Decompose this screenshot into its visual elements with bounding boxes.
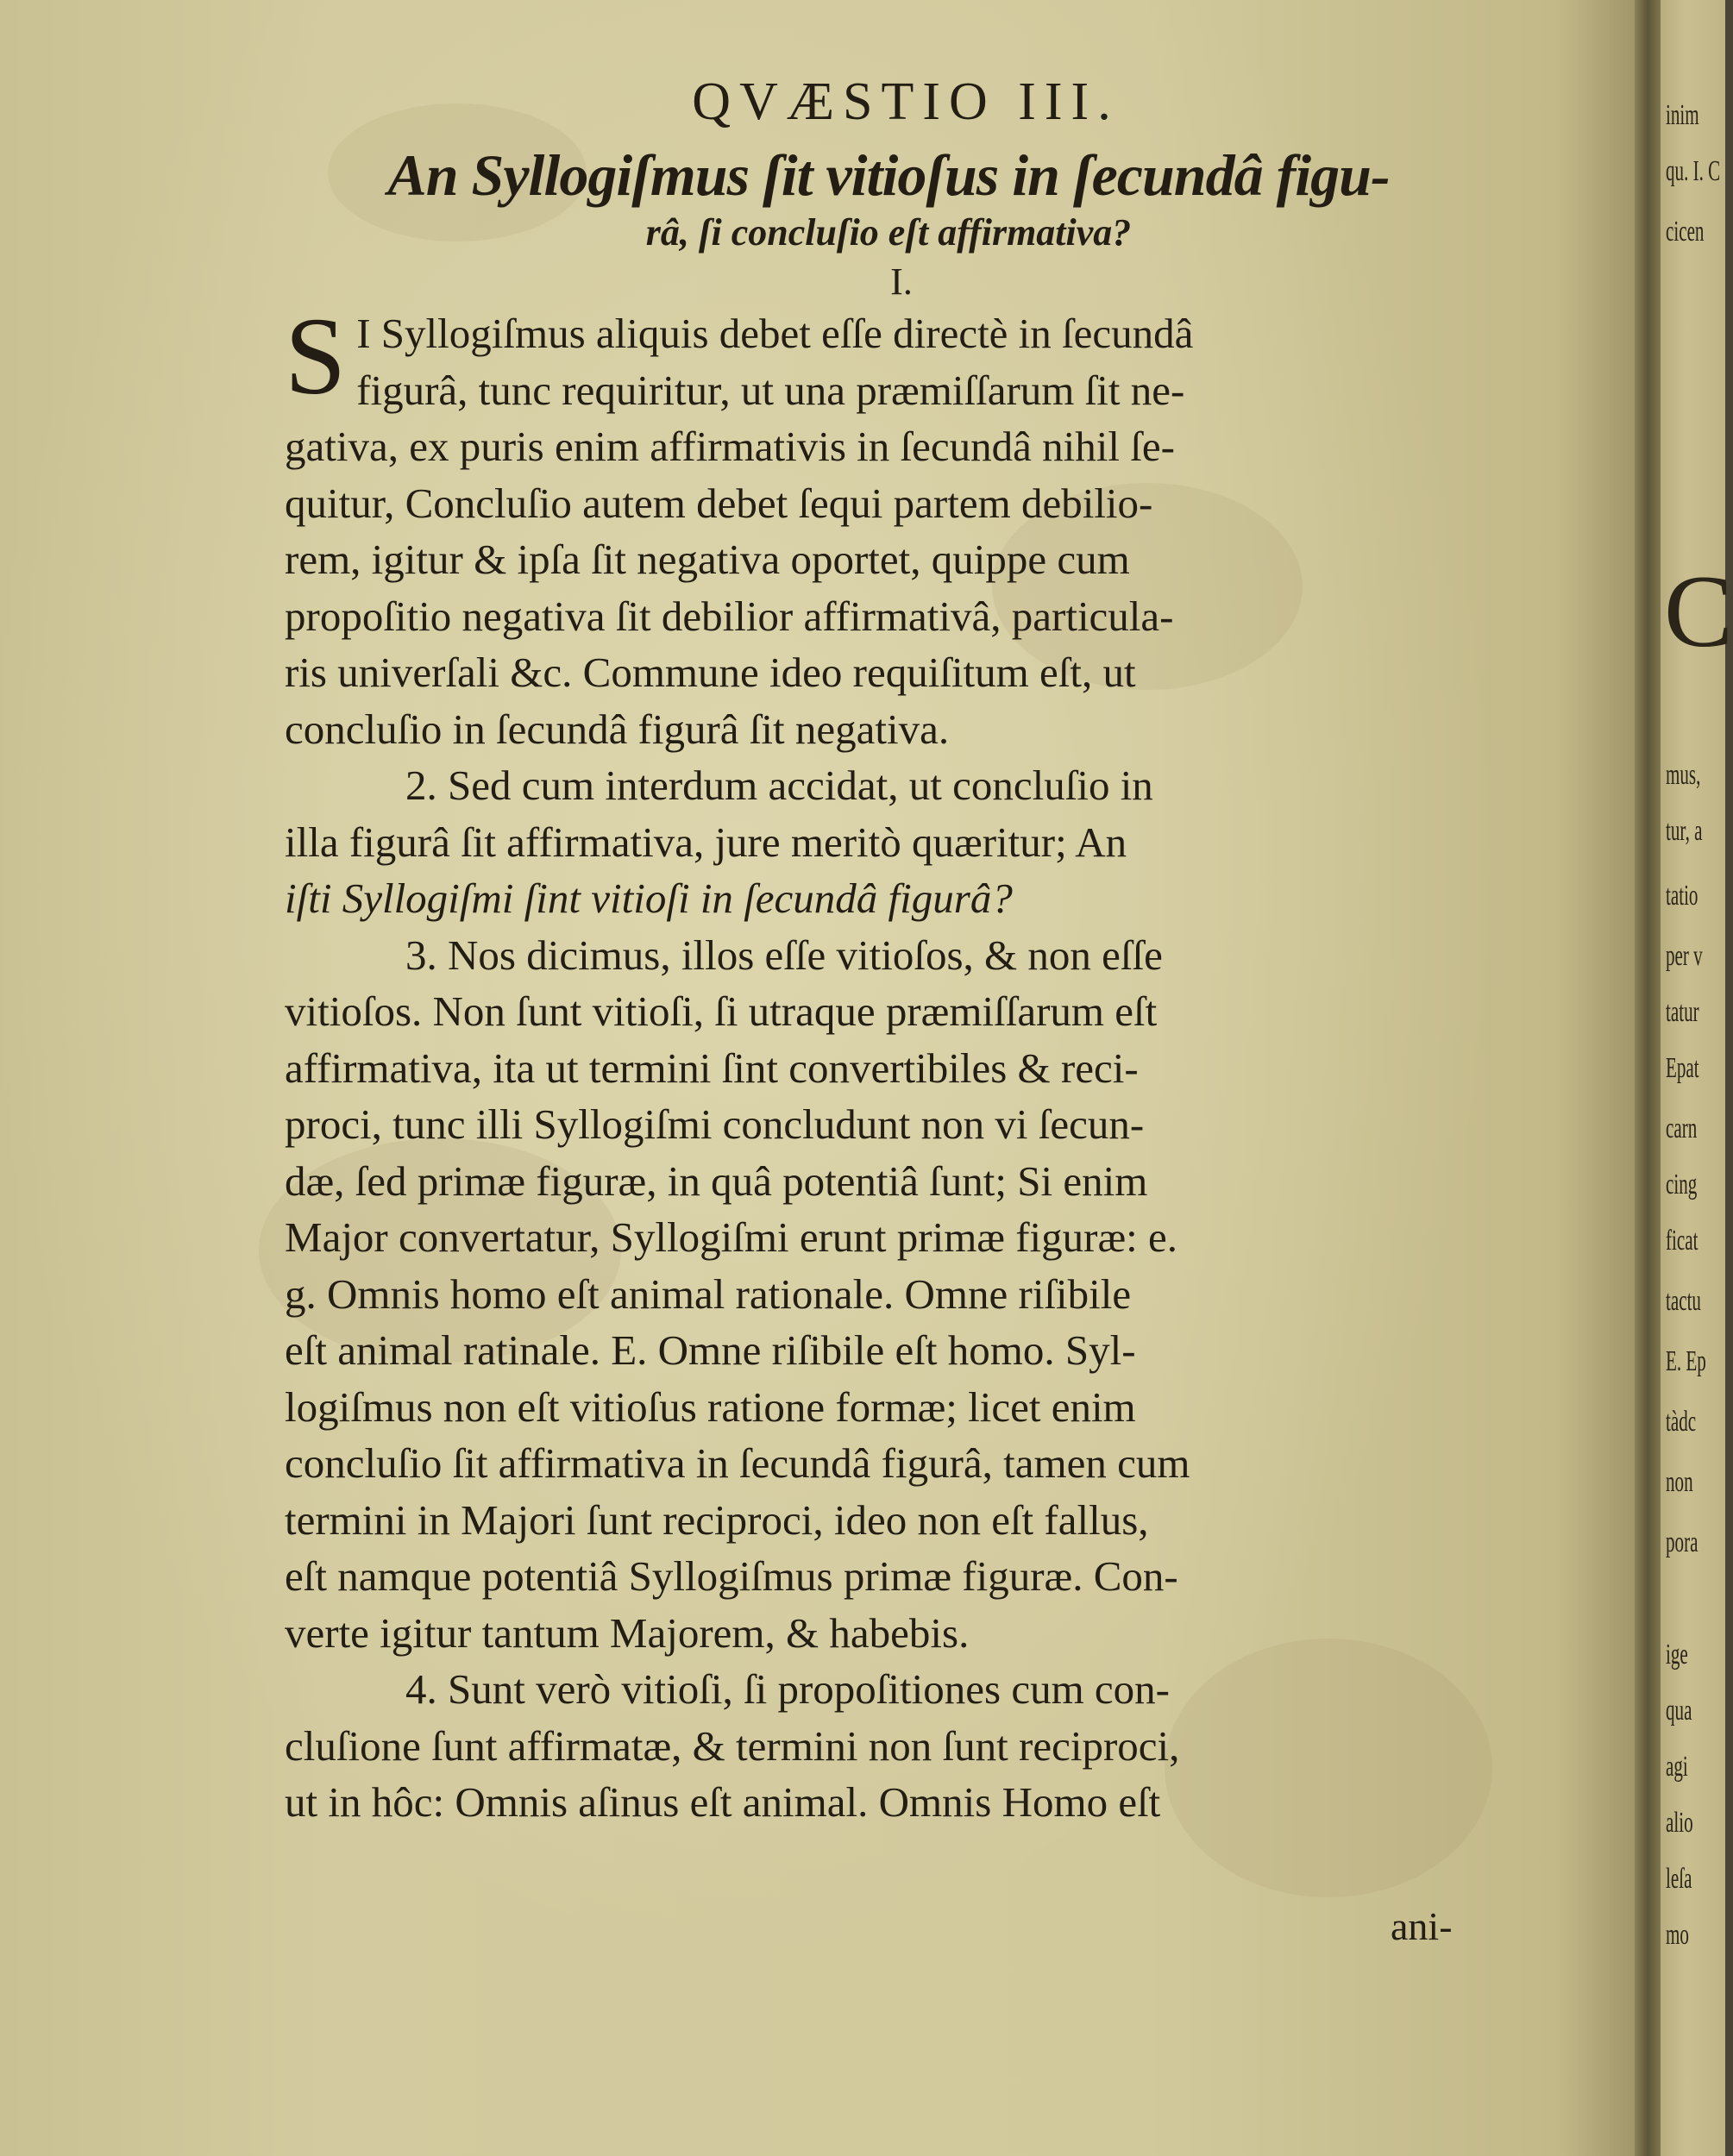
fragment-capital: C xyxy=(1664,554,1733,668)
adjacent-page-edge xyxy=(1661,0,1733,2156)
book-gutter xyxy=(1635,0,1661,2156)
section-number: I. xyxy=(890,260,913,303)
text-line: ut in hôc: Omnis aſinus eſt animal. Omnis Homo eſt xyxy=(285,1778,1161,1826)
catchword: ani- xyxy=(1391,1904,1453,1948)
fragment-text: tatio xyxy=(1666,880,1698,912)
fragment-text: Epat xyxy=(1666,1052,1699,1084)
text-line: proci, tunc illi Syllogiſmi concludunt non vi ſecun- xyxy=(285,1100,1145,1148)
question-title-line-2: râ, ſi concluſio eſt affirmativa? xyxy=(645,211,1132,254)
fragment-text: mus, xyxy=(1666,759,1701,791)
text-line: figurâ, tunc requiritur, ut una præmiſſarum ſit ne- xyxy=(356,366,1185,414)
drop-capital: S xyxy=(285,295,347,417)
quaestio-heading: QVÆSTIO III. xyxy=(692,72,1120,131)
fragment-text: leſa xyxy=(1666,1863,1692,1895)
text-line: eſt animal ratinale. E. Omne riſibile eſt homo. Syl- xyxy=(285,1326,1136,1374)
page-text xyxy=(285,67,1492,1831)
text-line: propoſitio negativa ſit debilior affirmativâ, particula- xyxy=(285,592,1174,640)
text-line: g. Omnis homo eſt animal rationale. Omne riſibile xyxy=(285,1269,1132,1318)
fragment-text: inim xyxy=(1666,99,1699,131)
fragment-text: tur, a xyxy=(1666,815,1703,847)
text-line: concluſio in ſecundâ figurâ ſit negativa. xyxy=(285,705,950,753)
fragment-text: pora xyxy=(1666,1526,1698,1558)
fragment-text: ficat xyxy=(1666,1225,1698,1257)
fragment-text: tatur xyxy=(1666,996,1699,1028)
text-line: affirmativa, ita ut termini ſint convertibiles & reci- xyxy=(285,1044,1139,1092)
text-line: verte igitur tantum Majorem, & habebis. xyxy=(285,1608,970,1657)
text-line: 2. Sed cum interdum accidat, ut concluſio in xyxy=(405,761,1153,809)
fragment-text: alio xyxy=(1666,1807,1693,1839)
fragment-text: agi xyxy=(1666,1751,1688,1783)
text-line: I Syllogiſmus aliquis debet eſſe directè in ſecundâ xyxy=(356,310,1194,357)
text-line: ris univerſali &c. Commune ideo requiſitum eſt, ut xyxy=(285,649,1136,696)
text-line: termini in Majori ſunt reciproci, ideo non eſt fallus, xyxy=(285,1495,1149,1544)
text-line: 3. Nos dicimus, illos eſſe vitioſos, & non eſſe xyxy=(405,931,1163,979)
fragment-text: carn xyxy=(1666,1112,1698,1144)
fragment-text: per v xyxy=(1666,940,1703,972)
body-text xyxy=(285,295,1492,1831)
fragment-text: qua xyxy=(1666,1695,1692,1727)
text-line: concluſio ſit affirmativa in ſecundâ figurâ, tamen cum xyxy=(285,1439,1190,1487)
text-line: 4. Sunt verò vitioſi, ſi propoſitiones cum con- xyxy=(405,1665,1170,1713)
text-line: vitioſos. Non ſunt vitioſi, ſi utraque præmiſſarum eſt xyxy=(285,987,1158,1035)
text-line: illa figurâ ſit affirmativa, jure meritò quæritur; An xyxy=(285,818,1127,866)
text-line: iſti Syllogiſmi ſint vitioſi in ſecundâ figurâ? xyxy=(285,874,1013,922)
text-line: cluſione ſunt affirmatæ, & termini non ſunt reciproci, xyxy=(285,1721,1180,1770)
text-line: rem, igitur & ipſa ſit negativa oportet, quippe cum xyxy=(285,536,1130,583)
text-line: dæ, ſed primæ figuræ, in quâ potentiâ ſunt; Si enim xyxy=(285,1156,1148,1205)
text-line: quitur, Concluſio autem debet ſequi partem debilio- xyxy=(285,479,1153,527)
fragment-text: tàdc xyxy=(1666,1406,1697,1438)
fragment-text: mo xyxy=(1666,1919,1689,1951)
fragment-text: tactu xyxy=(1666,1285,1701,1317)
fragment-text: qu. I. C xyxy=(1666,155,1721,187)
fragment-text: cicen xyxy=(1666,216,1705,248)
text-line: gativa, ex puris enim affirmativis in ſecundâ nihil ſe- xyxy=(285,423,1175,470)
text-line: logiſmus non eſt vitioſus ratione formæ; licet enim xyxy=(285,1382,1136,1431)
fragment-text: E. Ep xyxy=(1666,1345,1706,1377)
question-title-line-1: An Syllogiſmus ſit vitioſus in ſecundâ figu- xyxy=(387,142,1390,208)
fragment-text: non xyxy=(1666,1466,1693,1498)
fragment-text: cing xyxy=(1666,1169,1698,1200)
fragment-text: ige xyxy=(1666,1639,1688,1670)
text-line: eſt namque potentiâ Syllogiſmus primæ figuræ. Con- xyxy=(285,1552,1178,1600)
text-line: Major convertatur, Syllogiſmi erunt primæ figuræ: e. xyxy=(285,1213,1178,1261)
